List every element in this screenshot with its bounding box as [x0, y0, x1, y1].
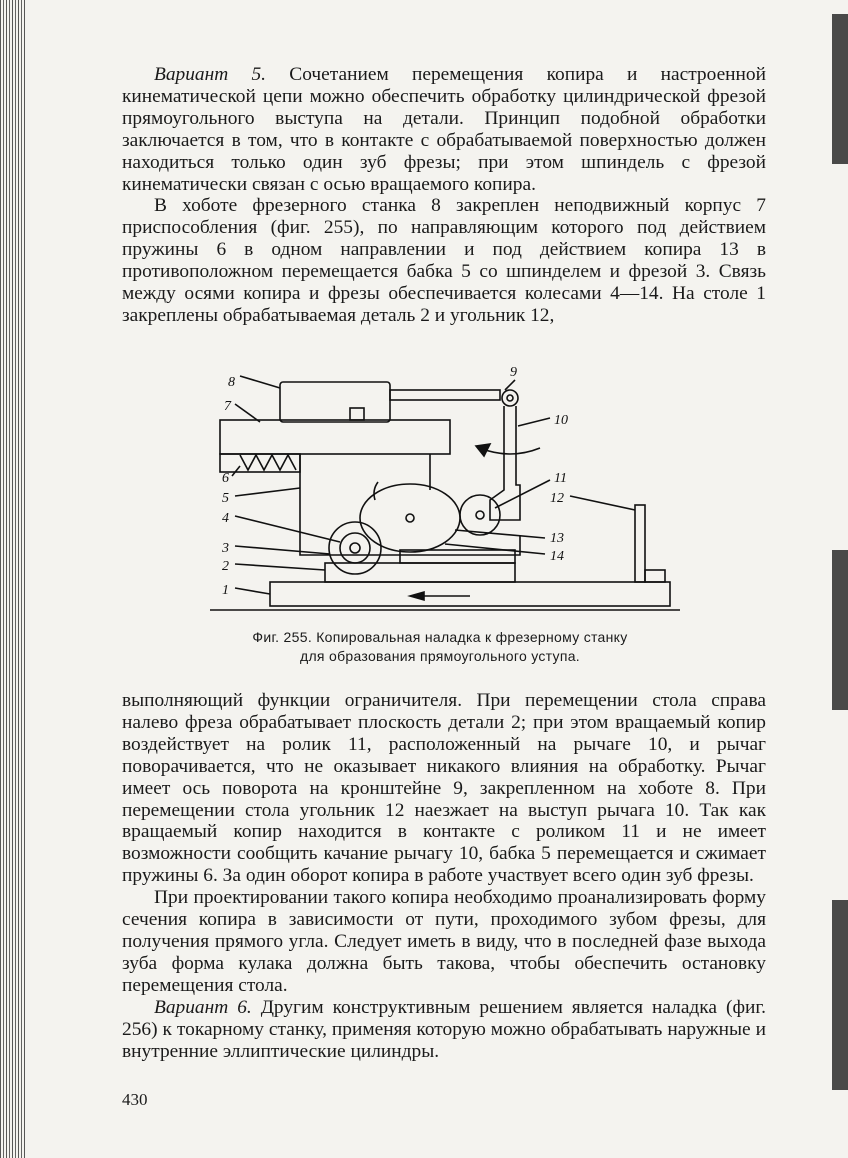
label-8: 8 — [228, 375, 235, 390]
paragraph-variant-6 — [122, 997, 766, 1063]
page-number: 430 — [122, 1090, 148, 1109]
paragraph-variant-5 — [122, 64, 766, 195]
label-12: 12 — [550, 491, 564, 506]
label-11: 11 — [554, 471, 567, 486]
paragraph-cam-design: При проектировании такого копира необходимо проанализировать форму сечения копира в зависимости от пути, проходимого зубом фрезы, для получения прямого угла. Следует иметь в виду, что в последней фазе выхода зуба форма кулака должна быть такова, чтобы обеспечить остановку перемещения стола. — [122, 887, 766, 996]
text-block-bottom — [122, 690, 766, 1062]
figure-caption — [190, 628, 690, 666]
label-6: 6 — [222, 471, 229, 486]
label-5: 5 — [222, 491, 229, 506]
milling-fixture-drawing — [200, 360, 690, 622]
label-4: 4 — [222, 511, 229, 526]
paragraph-fixture-description: В хоботе фрезерного станка 8 закреплен неподвижный корпус 7 приспособления (фиг. 255), по направляющим которого под действием пружины 6 в одном направлении и под действием копира 13 в противоположном перемещается бабка 5 со шпинделем и фрезой 3. Связь между осями копира и фрезы обеспечивается колесами 4—14. На столе 1 закреплены обрабатываемая деталь 2 и угольник 12, — [122, 195, 766, 326]
variant-5-text: Сочетанием перемещения копира и настроенной кинематической цепи можно обеспечить обработку цилиндрической фрезой прямоугольного выступа на детали. Принцип подобной обработки заключается в том, что в контакте с обрабатываемой поверхностью должен находиться только один зуб фрезы; при этом шпиндель с фрезой кинематически связан с осью вращаемого копира. — [122, 64, 766, 195]
caption-line-2: для образования прямоугольного уступа. — [299, 648, 580, 664]
text-block-top — [122, 64, 766, 327]
label-10: 10 — [554, 413, 568, 428]
label-1: 1 — [222, 583, 229, 598]
figure-255 — [200, 360, 690, 622]
label-7: 7 — [224, 399, 231, 414]
caption-line-1: Фиг. 255. Копировальная наладка к фрезерному станку — [252, 629, 628, 645]
paragraph-limiter-function: выполняющий функции ограничителя. При перемещении стола справа налево фреза обрабатывает плоскость детали 2; при этом вращаемый копир воздействует на ролик 11, расположенный на рычаге 10, и рычаг поворачивается, что не оказывает никакого влияния на обработку. Рычаг имеет ось поворота на кронштейне 9, закрепленном на хоботе 8. При перемещении стола угольник 12 наезжает на выступ рычага 10. Так как вращаемый копир находится в контакте с роликом 11 и не имеет возможности сообщить качание рычагу 10, бабка 5 перемещается и сжимает пружины 6. За один оборот копира в работе участвует всего один зуб фрезы. — [122, 690, 766, 887]
label-9: 9 — [510, 365, 517, 380]
page-edge-mark — [832, 550, 848, 710]
variant-6-text: Другим конструктивным решением является наладка (фиг. 256) к токарному станку, применяя которую можно обрабатывать наружные и внутренние эллиптические цилиндры. — [122, 996, 766, 1062]
page-edge-mark — [832, 900, 848, 1090]
book-spine-shadow — [0, 0, 26, 1158]
page-edge-mark — [832, 14, 848, 164]
label-13: 13 — [550, 531, 564, 546]
variant-5-heading: Вариант 5. — [154, 64, 267, 85]
label-14: 14 — [550, 549, 564, 564]
label-2: 2 — [222, 559, 229, 574]
variant-6-heading: Вариант 6. — [154, 996, 252, 1018]
label-3: 3 — [222, 541, 229, 556]
